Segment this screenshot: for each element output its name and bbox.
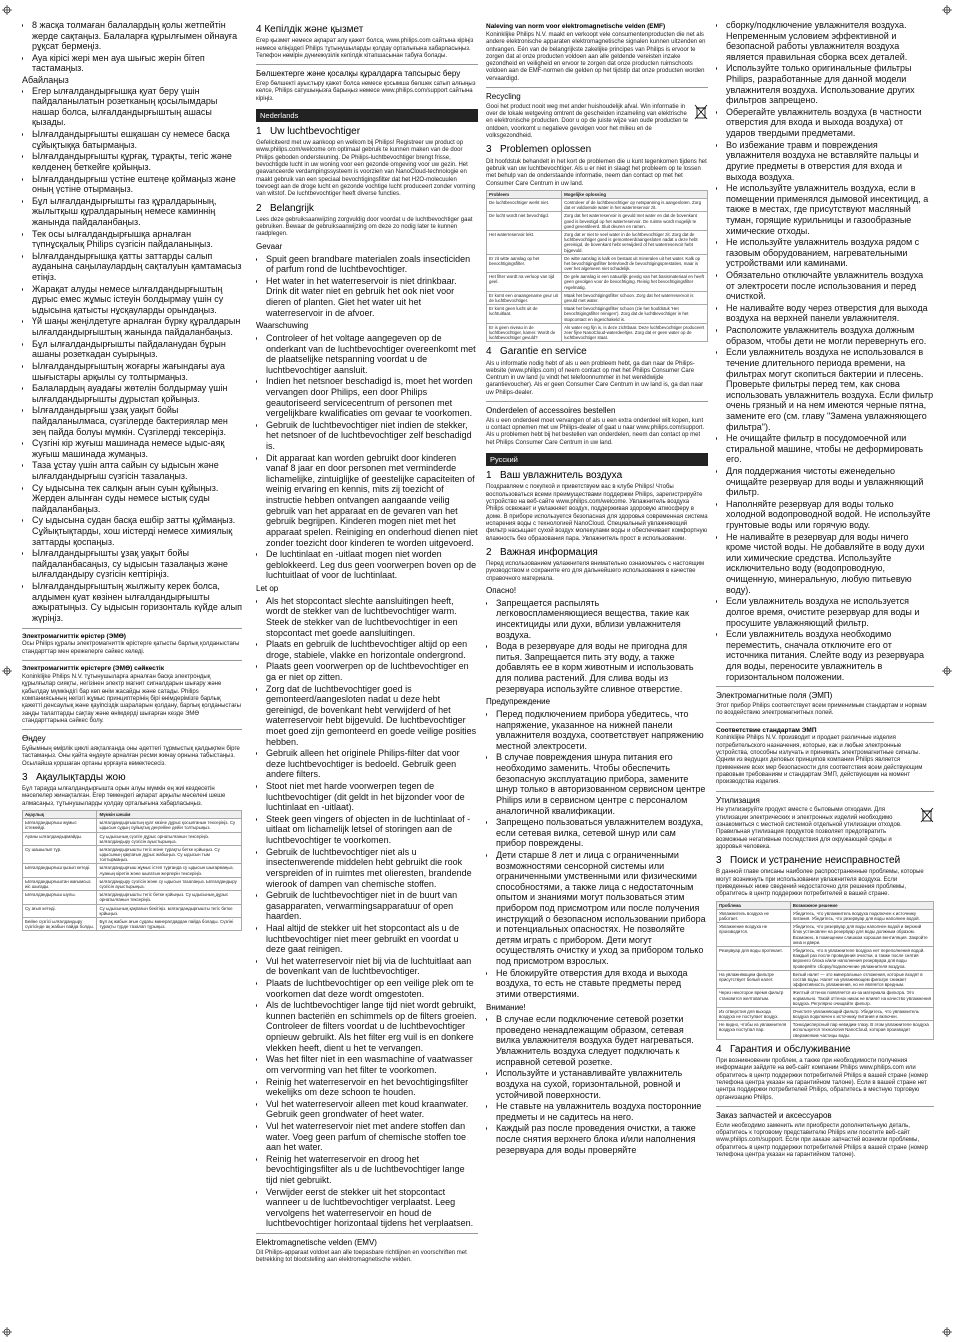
kazakh-warranty-heading: 4 Кепілдік және қызмет — [256, 24, 364, 35]
section-title: Uw luchtbevochtiger — [270, 125, 361, 137]
table-cell-solution: Убедитесь, что увлажнитель воздуха подключен к источнику питания. Убедитесь, что резервуар для воды наполнен водой. — [790, 909, 933, 922]
language-banner-russian: Русский — [486, 453, 708, 466]
list-item: • Gebruik alleen het originele Philips-filter dat voor deze luchtbevochtiger is bedoeld. Gebruik geen andere filters. — [266, 748, 478, 780]
table-cell-problem: Ылғалдандырғыш қызып кетеді. — [23, 864, 97, 877]
section-title: Ақаулықтарды жою — [36, 771, 126, 783]
list-item: • Үй шаңы жеңілдетуге арналған бүрку құралдарын ылғалдандырғыштың жанында пайдаланбаңыз. — [32, 316, 242, 337]
table-cell-problem: Бейне сүзгісі ылғалдандыру сүзгісінде ақ жабын пайда болды. — [23, 917, 97, 930]
kazakh-caution-list — [22, 86, 242, 624]
dutch-caution-heading: Let op — [256, 583, 279, 593]
dutch-warranty-heading — [486, 346, 708, 358]
dutch-recycling-text: Gooi het product nooit weg met ander huishoudelijk afval. Win informatie in over de lokale wetgeving omtrent de gescheiden inzameling van elektrische en elektronische producten. Door u op de juiste wijze van oude producten te ontdoen, voorkomt u negatieve gevolgen voor het milieu en de volksgezondheid. — [486, 103, 689, 140]
table-header: Проблема — [717, 901, 791, 909]
dutch-parts-text: Als u een onderdeel moet vervangen of als u een extra onderdeel wilt kopen, kunt u contact opnemen met uw Philips-dealer of gaat u naar www.philips.com/support. Als u problemen hebt bij het bestellen van onderdelen, neem dan contact op met het Philips Consumer Care Centrum in uw land. — [486, 417, 705, 446]
list-item: • Бұл ылғалдандырғышты газ құралдарының, жылытқыш құралдарының немесе каминнің жанында пайдаланбаңыз. — [32, 196, 242, 228]
dutch-danger-heading: Gevaar — [256, 241, 283, 251]
table-row — [487, 254, 708, 273]
russian-emf-compliance-heading: Соответствие стандартам ЭМП — [716, 726, 817, 734]
list-item: • Балалардың ауадағы жөтелін болдырмау үшін ылғалдандырғышты дұрыстап қойыңыз. — [32, 383, 242, 404]
dutch-intro-text: Gefeliciteerd met uw aankoop en welkom bij Philips! Registreer uw product op www.philips.com/welcome om optimaal gebruik te kunnen maken van de door Philips geboden ondersteuning. De Philips-luchtbevochtiger brengt frisse, bevochtigde lucht in uw woning voor een gezonde omgeving voor uw gezin. Het geavanceerde verdampingssysteem is voorzien van NanoCloud-technologie en maakt gebruik van een speciaal bevochtigingsfilter dat het H2O-molecuulen toevoegt aan de droge lucht en gezonde vochtige lucht produceert zonder vorming van witstof. De luchtbevochtiger heeft diverse functies. — [256, 140, 476, 198]
list-item: • Если увлажнитель воздуха необходимо переместить, сначала отключите его от источника питания. Слейте воду из резервуара для воды, переносите увлажнитель в горизонтальном положении. — [726, 629, 934, 682]
list-item: • Als het stopcontact slechte aansluitingen heeft, wordt de stekker van de luchtbevochtiger warm. Steek de stekker van de luchtbevochtiger in een stopcontact met goede aansluitingen. — [266, 596, 478, 638]
divider — [716, 791, 934, 792]
table-row — [487, 291, 708, 304]
section-title: Belangrijk — [270, 202, 314, 214]
table-header: Возможное решение — [790, 901, 933, 909]
list-item: • Используйте только оригинальные фильтры Philips, разработанные для данной модели увлажнителя воздуха. Использование других фильтров запрещено. — [726, 63, 934, 105]
table-cell-problem: Ылғалдандырғыш шулы. — [23, 891, 97, 904]
list-item: • Ылғалдандырғышты ешқашан су немесе басқа сұйықтыққа батырмаңыз. — [32, 129, 242, 150]
kazakh-caution-heading: Абайлаңыз — [22, 75, 69, 86]
list-item: • Не ставьте на увлажнитель воздуха посторонние предметы и не садитесь на него. — [496, 1101, 708, 1122]
column-russian — [716, 20, 934, 1322]
divider — [256, 64, 478, 65]
kazakh-emf-compliance-text: Koninklijke Philips N.V. тұтынушыларға арналған басқа электрондық құрылғылар сияқты, негізінен электр магнит сигналдарын шығару және қабылдау мүмкіндігі бар көп өнім жасайды және сатады. Philips компаниясының негізгі жұмыс принциптерінің бірі өнімдерімізге барлық қажетті денсаулық және қауіпсіздік шараларын қолдану, барлық қолданыстағы заңды талаптарды сақтау және өнімдерді шығарған кезде ЭМӨ стандарттарына сәйкес болу. — [22, 673, 241, 724]
russian-warning-list — [486, 709, 708, 999]
list-item: • Перед подключением прибора убедитесь, что напряжение, указанное на нижней панели увлажнителя воздуха, соответствует напряжению местной электросети. — [496, 709, 708, 751]
list-item: • Оберегайте увлажнитель воздуха (в частности отверстия для входа и выхода воздуха) от ударов твердыми предметами. — [726, 107, 934, 139]
table-row — [487, 273, 708, 292]
kazakh-disposal-heading: Өңдеу — [22, 734, 46, 744]
table-cell-solution: Убедитесь, что в увлажнителе воздуха нет переполнения водой. Каждый раз после проведения очистки, а также после снятия верхнего блока и/или наполнения резервуара для воды проверяйте сборку/подключение увлажнителя воздуха. — [790, 947, 933, 971]
registration-mark-icon — [2, 1324, 12, 1334]
table-cell-solution: Белый налет — это минеральные отложения, которые входят в состав воды. Налет на увлажняющем фильтре снижает эффективность увлажнения, но не является вредным. — [790, 970, 933, 989]
russian-important-heading — [486, 547, 708, 559]
divider — [716, 722, 934, 723]
list-item: • Су ыдысына судан басқа ешбір затты құймаңыз. Сұйықтықтарды, хош иістерді немесе химиялық заттарды қоспаңыз. — [32, 515, 242, 547]
list-item: • Жарақат алуды немесе ылғалдандырғыштың дұрыс емес жұмыс істеуін болдырмау үшін су ыдысына қатысты нұсқауларды орындаңыз. — [32, 284, 242, 316]
kazakh-emf-text: Осы Philips құралы электромагниттік өрістерге қатысты барлық қолданыстағы стандарттар мен ережелерге сәйкес келеді. — [22, 641, 240, 655]
table-cell-problem: Су ағып кетеді. — [23, 904, 97, 917]
section-number: 3 — [486, 144, 492, 156]
russian-parts-text: Если необходимо заменить или приобрести дополнительную деталь, обратитесь к торговому представителю Philips или посетите веб-сайт www.philips.com/support. Если при заказе запчастей возникли проблемы, обратитесь в центр поддержки потребителей Philips в вашей стране (номер телефона центра указан на гарантийном талоне). — [716, 1122, 928, 1158]
list-item: • Reinig het waterreservoir en droog het bevochtigingsfilter als u de luchtbevochtiger lange tijd niet gebruikt. — [266, 1154, 478, 1186]
table-cell-solution: De witte aanslag is kalk en bestaat uit mineralen uit het water. Kalk op het bevochtigingsfilter beïnvloedt de bevochtigingsprestaties, maar is over het algemeen niet schadelijk. — [562, 254, 708, 273]
russian-trouble-text: В данной главе описаны наиболее распространенные проблемы, которые могут возникнуть при использовании увлажнителя воздуха. Если приведенных ниже сведений недостаточно для решения проблемы, обратитесь в центр поддержки потребителей в вашей стране. — [716, 869, 924, 898]
table-row — [487, 199, 708, 212]
list-item: • Gebruik de luchtbevochtiger niet in de buurt van gasapparaten, verwarmingsapparatuur of open haarden. — [266, 890, 478, 922]
list-item: • Plaats en gebruik de luchtbevochtiger altijd op een droge, stabiele, vlakke en horizontale ondergrond. — [266, 639, 478, 660]
registration-mark-icon — [942, 1324, 952, 1334]
table-row — [717, 923, 934, 947]
kazakh-parts-text: Егер бөлшекті ауыстыру қажет болса немесе қосымша бөлшек сатып алғыңыз келсе, Philips сатушыңызға барыңыз немесе www.philips.com/support сайтына кіріңіз. — [256, 80, 476, 102]
list-item: • Обязательно отключайте увлажнитель воздуха от электросети после использования и перед очисткой. — [726, 270, 934, 302]
russian-danger-heading: Опасно! — [486, 586, 517, 596]
table-cell-problem: Er komt een onaangename geur uit de luchtbevochtiger. — [487, 291, 562, 304]
table-cell-problem: Су шашылып тұр. — [23, 845, 97, 864]
list-item: • Het water in het waterreservoir is niet drinkbaar. Drink dit water niet en gebruik het ook niet voor dieren of planten. Giet het water uit het waterreservoir in de afvoer. — [266, 276, 478, 318]
russian-disposal-text: Не утилизируйте продукт вместе с бытовыми отходами. Для утилизации электрических и электронных изделий необходимо ознакомиться с местной системой отдельной утилизации отходов. Правильная утилизация продуктов позволяет предотвратить возможные негативные последствия для окружающей среды и здоровья человека. — [716, 807, 902, 850]
russian-important-text: Перед использованием увлажнителя внимательно ознакомьтесь с настоящим руководством и сохраните его для дальнейшего использования в качестве справочного материала. — [486, 561, 705, 582]
list-item: • Во избежание травм и повреждения увлажнителя воздуха не вставляйте пальцы и другие предметы в отверстия для входа и выхода воздуха. — [726, 140, 934, 182]
table-cell-solution: Су ыдысының сүзгіге дұрыс орнатылғанын тексеріңіз. Ылғалдандыру сүзгісін ауыстырыңыз. — [97, 832, 242, 845]
list-item: • сборку/подключение увлажнителя воздуха. Непременным условием эффективной и безопасной работы увлажнителя воздуха является правильная сборка всех деталей. — [726, 20, 934, 62]
dutch-caution-list — [256, 596, 478, 1229]
kazakh-troubleshoot-text: Бұл тарауда ылғалдандырғышта орын алуы мүмкін ең жиі кездесетін мәселелер жинақталған. Егер төмендегі ақпарат арқылы мәселені шеше алмасаңыз, тұтынушыларды қолдау орталығына хабарласыңыз. — [22, 786, 226, 807]
list-item: • В случае если подключение сетевой розетки проведено ненадлежащим образом, сетевая вилка увлажнителя воздуха будет нагреваться. Увлажнитель воздуха следует подключать к исправной сетевой розетке. — [496, 1014, 708, 1067]
section-number: 2 — [486, 546, 492, 558]
list-item: • Не наливайте в резервуар для воды ничего кроме чистой воды. Не добавляйте в воду духи или химические средства. Используйте исключительно воду (водопроводную, очищенную, минеральную, любую питьевую воду). — [726, 532, 934, 596]
table-row — [717, 909, 934, 922]
list-item: • Haal altijd de stekker uit het stopcontact als u de luchtbevochtiger niet meer gebruikt en voordat u deze gaat reinigen. — [266, 923, 478, 955]
list-item: • Ылғалдандырғышты құрғақ, тұрақты, тегіс және көлденең беткейге қойыңыз. — [32, 151, 242, 172]
table-cell-problem: Увлажнение воздуха не производится. — [717, 923, 791, 947]
dutch-important-heading — [256, 203, 478, 215]
list-item: • Dit apparaat kan worden gebruikt door kinderen vanaf 8 jaar en door personen met verminderde lichamelijke, zintuiglijke of geestelijke capaciteiten of weinig ervaring en kennis, mits zij toezicht of instructie hebben ontvangen aangaande veilig gebruik van het apparaat en de gevaren van het gebruik begrijpen. Kinderen mogen niet met het apparaat spelen. Reiniging en onderhoud dienen niet zonder toezicht door kinderen te worden uitgevoerd. — [266, 453, 478, 548]
divider — [22, 660, 242, 661]
table-cell-solution: Als water erg fijn is, is deze zichtbaar. Deze luchtbevochtiger produceert zeer fijne NanoCloud-waterdeeltjes. Zorg dat er geen water op de luchtbevochtiger staat. — [562, 323, 708, 342]
table-row — [487, 305, 708, 324]
list-item: • 8 жасқа толмаған балалардың қолы жетпейтін жерде сақтаңыз. Балаларға құрылғымен ойнауға рұқсат бермеңіз. — [32, 20, 242, 52]
table-cell-solution: Controleer of de luchtbevochtiger op netspanning is aangesloten. Zorg dat er voldoende water in het waterreservoir zit. — [562, 199, 708, 212]
divider — [716, 686, 934, 687]
list-item: • Spuit geen brandbare materialen zoals insecticiden of parfum rond de luchtbevochtiger. — [266, 254, 478, 275]
dutch-intro-heading — [256, 126, 478, 138]
list-item: • De luchtinlaat en -uitlaat mogen niet worden geblokkeerd. Leg dus geen voorwerpen boven op de luchtuitlaat of voor de luchtinlaat. — [266, 549, 478, 581]
table-row — [487, 230, 708, 254]
russian-emf-heading: Электромагнитные поля (ЭМП) — [716, 691, 833, 701]
dutch-warning-heading: Waarschuwing — [256, 321, 309, 331]
table-row — [23, 877, 242, 890]
list-item: • Indien het netsnoer beschadigd is, moet het worden vervangen door Philips, een door Philips geautoriseerd servicecentrum of personen met vergelijkbare kwalificaties om gevaar te voorkomen. — [266, 376, 478, 418]
list-item: • Verwijder eerst de stekker uit het stopcontact wanneer u de luchtbevochtiger verplaatst. Leeg vervolgens het waterreservoir en houd de luchtbevochtiger horizontaal tijdens het verplaatsen. — [266, 1187, 478, 1229]
table-row — [23, 864, 242, 877]
list-item: • Наполняйте резервуар для воды только холодной водопроводной водой. Не используйте грунтовые воды или горячую воду. — [726, 499, 934, 531]
list-item: • Steek geen vingers of objecten in de luchtinlaat of -uitlaat om lichamelijk letsel of storingen aan de luchtbevochtiger te voorkomen. — [266, 814, 478, 846]
list-item: • Vul het waterreservoir alleen met koud kraanwater. Gebruik geen grondwater of heet water. — [266, 1099, 478, 1120]
list-item: • В случае повреждения шнура питания его необходимо заменить. Чтобы обеспечить безопасную эксплуатацию прибора, замените шнур только в авторизованном сервисном центре Philips или в сервисном центре с персоналом аналогичной квалификации. — [496, 752, 708, 816]
section-title: Гарантия и обслуживание — [730, 1043, 851, 1055]
list-item: • Егер ылғалдандырғышқа қуат беру үшін пайдаланылатын розетканың қосылымдары нашар болса, ылғалдандырғыштың ашасы қызады. — [32, 86, 242, 128]
russian-emf-compliance-text: Koninklijke Philips N.V. производит и продает различные изделия потребительского назначения, которые, как и любые электронные устройства, способны излучать и принимать электромагнитные сигналы. Одним из ведущих деловых принципов компании Philips является применение всех мер безопасности для соответствия всем действующим правовым требованиям и стандартам ЭМП, действующим на момент производства изделия. — [716, 735, 923, 786]
table-cell-problem: Из отверстия для выхода воздуха не поступает воздух. — [717, 1007, 791, 1020]
divider — [256, 1233, 478, 1234]
russian-parts-heading: Заказ запчастей и аксессуаров — [716, 1110, 832, 1120]
russian-danger-list — [486, 598, 708, 694]
table-cell-solution: Очистите увлажняющий фильтр. Убедитесь, что увлажнитель воздуха подключен к источнику питания и включен. — [790, 1007, 933, 1020]
dutch-emf-compliance-text: Koninklijke Philips N.V. maakt en verkoopt vele consumentenproducten die net als andere elektronische apparaten elektromagnetische signalen kunnen uitzenden en ontvangen. Eén van de belangrijkste zakelijke principes van Philips is ervoor te zorgen dat al onze producten voldoen aan alle geldende vereisten inzake gezondheid en veiligheid en ervoor te zorgen dat onze producten ruimschoots voldoen aan de EMF-normen die gelden op het tijdstip dat onze producten worden vervaardigd. — [486, 31, 706, 82]
column-dutch-russian — [486, 20, 708, 1322]
section-title: Поиск и устранение неисправностей — [730, 855, 901, 867]
list-item: • Controleer of het voltage aangegeven op de onderkant van de luchtbevochtiger overeenkomt met de plaatselijke netspanning voordat u de luchtbevochtiger aansluit. — [266, 333, 478, 375]
section-number: 1 — [486, 470, 492, 482]
section-number: 4 — [716, 1043, 722, 1055]
russian-trouble-table — [716, 901, 934, 1040]
russian-disposal-heading: Утилизация — [716, 795, 760, 805]
list-item: • Vul het waterreservoir niet bij via de luchtuitlaat aan de bovenkant van de luchtbevochtiger. — [266, 956, 478, 977]
list-item: • Запрещается распылять легковоспламеняющиеся вещества, такие как инсектициды или духи, вблизи увлажнителя воздуха. — [496, 598, 708, 640]
russian-intro-text: Поздравляем с покупкой и приветствуем вас в клубе Philips! Чтобы воспользоваться всеми преимуществами поддержки Philips, зарегистрируйте устройство на веб-сайте www.philips.com/welcome. Увлажнитель воздуха Philips освежает и увлажняет воздух, поддерживая здоровую атмосферу в доме. В приборе используется безопасная для здоровья современная система испарения воды с технологией NanoCloud. Специальный увлажняющий фильтр насыщает сухой воздух молекулами воды и обеспечивает комфортную влажность без образования пара. Увлажнитель прост в использовании. — [486, 484, 708, 542]
section-title: Ваш увлажнитель воздуха — [500, 470, 623, 482]
table-cell-problem: Ауаны ылғалдандырмайды. — [23, 832, 97, 845]
russian-caution-list — [486, 1014, 708, 1155]
kazakh-warranty-text: Егер қызмет немесе ақпарат алу қажет болса, www.philips.com сайтына кіріңіз немесе еліңіздегі Philips тұтынушыларды қолдау орталығына хабарласыңыз. Телефон нөмірін дүниежүзілік кепілдік кітапшасынан табуға болады. — [256, 38, 474, 59]
table-row — [487, 212, 708, 231]
list-item: • Ылғалдандырғыш үстіне ештеңе қоймаңыз және оның үстіне отырмаңыз. — [32, 174, 242, 195]
table-cell-solution: Zorg dat het waterreservoir is gevuld met water en dat de bovenkant goed is bevestigd op het waterreservoir. De ruimte wordt mogelijk te goed geventileerd. Sluit deuren en ramen. — [562, 212, 708, 231]
list-item: • Не наливайте воду через отверстия для выхода воздуха на верхней панели увлажнителя. — [726, 303, 934, 324]
list-item: • Если увлажнитель воздуха не использовался в течение длительного периода времени, на фильтрах могут скопиться бактерии и плесень. Проверьте фильтры перед тем, как снова использовать увлажнитель воздуха. Если фильтр очень грязный и на нем имеются черные пятна, замените его (см. главу "Замена увлажняющего фильтра"). — [726, 347, 934, 432]
table-cell-solution: Бұл ақ жабын ағын судағы минералдардан пайда болады. Сүзгіні тұрақты түрде тазалап тұрыңыз. — [97, 917, 242, 930]
table-cell-solution: De gele aanslag is een natuurlijk gevolg van het basismateriaal en heeft geen gevolgen voor de bevochtiging. Reinig het bevochtigingsfilter regelmatig. — [562, 273, 708, 292]
list-item: • Запрещено пользоваться увлажнителем воздуха, если сетевая вилка, сетевой шнур или сам прибор повреждены. — [496, 817, 708, 849]
section-number: 1 — [256, 125, 262, 137]
list-item: • Ылғалдандырғыштың жылжыту керек болса, алдымен қуат көзінен ылғалдандырғышты ажыратыңыз. Су ыдысын горизонталь күйде алып жүріңіз. — [32, 581, 242, 623]
table-row — [487, 323, 708, 342]
table-header: Ақаулық — [23, 810, 97, 818]
kazakh-parts-heading: Бөлшектерге және қосалқы құралдарға тапсырыс беру — [256, 69, 461, 79]
table-cell-problem: Через некоторое время фильтр становится желтоватым. — [717, 989, 791, 1008]
table-cell-solution: Zorg dat er niet te veel water in de luchtbevochtiger zit. Zorg dat de luchtbevochtiger goed is gemonteerd/aangesloten nadat u deze hebt gereinigd, de bovenkant hebt verwijderd of het waterreservoir hebt bijgevuld. — [562, 230, 708, 254]
list-item: • Каждый раз после проведения очистки, а также после снятия верхнего блока и/или наполнения резервуара для воды проверяйте — [496, 1123, 708, 1155]
table-row — [717, 989, 934, 1008]
dutch-emf-text: Dit Philips-apparaat voldoet aan alle toepasbare richtlijnen en voorschriften met betrekking tot blootstelling aan elektromagnetische velden. — [256, 1249, 467, 1264]
table-cell-problem: Er zit witte aanslag op het bevochtigingsfilter. — [487, 254, 562, 273]
table-cell-solution: Тонкодисперсный пар невидим глазу. В этом увлажнителе воздуха используется технология NanoCloud, которая производит сверхмелкие частицы воды. — [790, 1021, 933, 1040]
list-item: • Ылғалдандырғышты ұзақ уақыт бойы пайдаланбасаңыз, су ыдысын тазалаңыз және ылғалдандыру сүзгісін кептіріңіз. — [32, 548, 242, 580]
russian-warranty-heading — [716, 1044, 934, 1056]
table-cell-solution: Maak het bevochtigingsfilter schoon (zie het hoofdstuk 'Het bevochtigingsfilter reinigen'). Zorg dat de luchtbevochtiger in het stopcontact en ingeschakeld is. — [562, 305, 708, 324]
list-item: • Для поддержания чистоты еженедельно очищайте резервуар для воды и увлажняющий фильтр. — [726, 466, 934, 498]
divider — [22, 729, 242, 730]
table-cell-problem: Het filter wordt na verloop van tijd geel. — [487, 273, 562, 292]
dutch-parts-heading: Onderdelen of accessoires bestellen — [486, 406, 616, 416]
list-item: • Дети старше 8 лет и лица с ограниченными возможностями сенсорной системы или ограниченными умственными или физическими способностями, а также лица с недостаточным опытом и знаниями могут пользоваться этим прибором под присмотром или после получения инструкций о безопасном использовании прибора и потенциальных опасностях. Не позволяйте детям играть с прибором. Дети могут осуществлять очистку и уход за прибором только под присмотром взрослых. — [496, 850, 708, 967]
kazakh-disposal-text: Бұйымның өмірлік циклі аяқталғанда оны әдеттегі тұрмыстық қалдықпен бірге тастамаңыз. Оны қайта өңдеуге арналған ресми жинау орнына табыстаңыз. Осылайша қоршаған ортаны қорғауға көмектесесіз. — [22, 745, 240, 767]
list-item: • Reinig het waterreservoir en het bevochtigingsfilter wekelijks om deze schoon te houden. — [266, 1077, 478, 1098]
dutch-important-text: Lees deze gebruiksaanwijzing zorgvuldig door voordat u de luchtbevochtiger gaat gebruiken. Bewaar de gebruiksaanwijzing om deze zo nodig later te kunnen raadplegen. — [256, 216, 473, 238]
table-cell-solution: Ылғалдандырғыш жұмыс істеп тұрғанда су ыдысын шығармаңыз. Ауаның кіретін және шығатын жерлерін тексеріңіз. — [97, 864, 242, 877]
list-item: • Если увлажнитель воздуха не используется долгое время, очистите резервуар для воды и просушите увлажняющий фильтр. — [726, 596, 934, 628]
table-header: Mogelijke oplossing — [562, 190, 708, 198]
registration-mark-icon — [942, 663, 952, 673]
russian-intro-heading — [486, 470, 708, 482]
table-cell-solution: Желтый оттенок появляется из-за материала фильтра. Это нормально. Такой оттенок никак не влияет на качество увлажнения воздуха. Регулярно очищайте фильтр. — [790, 989, 933, 1008]
registration-mark-icon — [2, 2, 12, 12]
table-row — [23, 917, 242, 930]
list-item: • Не используйте увлажнитель воздуха, если в помещении применялся дымовой инсектицид, а также в местах, где присутствуют масляный туман, горящие курильницы и газообразные химические отходы. — [726, 183, 934, 236]
divider — [716, 1106, 934, 1107]
section-number: 3 — [22, 771, 28, 783]
table-row — [23, 904, 242, 917]
list-item: • Расположите увлажнитель воздуха должным образом, чтобы дети не могли перевернуть его. — [726, 325, 934, 346]
kazakh-emf-heading: Электромагниттік өрістер (ЭМӨ) — [22, 632, 126, 640]
section-number: 2 — [256, 202, 262, 214]
dutch-recycling-heading: Recycling — [486, 92, 521, 102]
table-row — [717, 947, 934, 971]
dutch-warning-list — [256, 333, 478, 581]
dutch-emf-heading: Elektromagnetische velden (EMV) — [256, 1238, 377, 1248]
section-title: Garantie en service — [500, 346, 587, 358]
list-item: • Вода в резервуаре для воды не пригодна для питья. Запрещается пить эту воду, а также добавлять ее в корм животным и использовать для полива растений. Для слива воды из резервуара используйте сливное отверстие. — [496, 641, 708, 694]
table-cell-solution: Ылғалдандырғыштың қуат көзіне дұрыс қосылғанын тексеріңіз. Су ыдысын судың сұйықтық деңгейіне дейін толтырыңыз. — [97, 819, 242, 832]
table-cell-problem: Er is geen niveau in de luchtbevochtiger, kamer. Wordt de luchtbevochtiger gevuld? — [487, 323, 562, 342]
russian-disposal-block — [716, 807, 934, 851]
list-item: • Бұл ылғалдандырғышты пайдаланудан бұрын ашаны розеткадан суырыңыз. — [32, 339, 242, 360]
table-cell-problem: Увлажнитель воздуха не работает. — [717, 909, 791, 922]
table-cell-problem: Er komt geen lucht uit de luchtuitlaat. — [487, 305, 562, 324]
table-header: Probleem — [487, 190, 562, 198]
table-cell-problem: На увлажняющем фильтре присутствует белый налет. — [717, 970, 791, 989]
kazakh-troubleshoot-table — [22, 810, 242, 931]
table-cell-solution: Maak het bevochtigingsfilter schoon. Zorg dat het waterreservoir is gevuld met water. — [562, 291, 708, 304]
table-row — [23, 845, 242, 864]
list-item: • Ауа кірісі жері мен ауа шығыс жерін бітеп тастамаңыз. — [32, 53, 242, 74]
table-row — [23, 832, 242, 845]
dutch-warranty-text: Als u informatie nodig hebt of als u een probleem hebt, ga dan naar de Philips-website (www.philips.com) of neem contact op met het Philips Consumer Care Centrum in uw land (u vindt het telefoonnummer in het wereldwijde garantievoucher). Als er geen Consumer Care Centrum in uw land is, ga dan naar uw Philips-dealer. — [486, 360, 704, 396]
list-item: • Gebruik de luchtbevochtiger niet als u insectenwerende middelen hebt gebruikt die rook verspreiden of in ruimtes met olieresten, brandende wierook of dampen van chemische stoffen. — [266, 847, 478, 889]
kazakh-intro-list — [22, 20, 242, 74]
list-item: • Plaats geen voorwerpen op de luchtbevochtiger en ga er niet op zitten. — [266, 661, 478, 682]
table-cell-problem: Резервуар для воды протекает. — [717, 947, 791, 971]
table-cell-problem: De lucht wordt niet bevochtigd. — [487, 212, 562, 231]
table-cell-solution: Ылғалдандырғышты тегіс бетке қойыңыз. Су ыдысының дұрыс орнатылғанын тексеріңіз. — [97, 891, 242, 904]
crossed-bin-icon — [694, 104, 708, 123]
table-row — [23, 819, 242, 832]
column-dutch — [256, 20, 478, 1322]
section-title: Problemen oplossen — [500, 144, 592, 156]
dutch-problem-table — [486, 190, 708, 343]
russian-warning-heading: Предупреждение — [486, 697, 551, 707]
list-item: • Не используйте увлажнитель воздуха рядом с газовым оборудованием, нагревательными устройствами или каминами. — [726, 237, 934, 269]
section-title: Важная информация — [500, 546, 598, 558]
divider — [486, 87, 708, 88]
table-cell-problem: Не видно, чтобы из увлажнителя воздуха поступал пар. — [717, 1021, 791, 1040]
registration-mark-icon — [2, 663, 12, 673]
dutch-problem-heading — [486, 144, 708, 156]
russian-caution-heading: Внимание! — [486, 1002, 526, 1012]
table-cell-solution: Убедитесь, что резервуар для воды наполнен водой и верхний блок установлен на резервуар для воды должным образом. Возможно, в помещении слишком хорошая вентиляция. Закройте окна и двери. — [790, 923, 933, 947]
table-cell-problem: Ылғалдандырғыштан жағымсыз иіс шығады. — [23, 877, 97, 890]
table-cell-problem: De luchtbevochtiger werkt niet. — [487, 199, 562, 212]
list-item: • Was het filter niet in een wasmachine of vaatwasser om vervorming van het filter te voorkomen. — [266, 1054, 478, 1075]
kazakh-emf-compliance-heading: Электромагниттік өрістерге (ЭМӨ) сәйкестік — [22, 665, 164, 673]
registration-mark-icon — [942, 2, 952, 12]
language-banner-dutch: Nederlands — [256, 109, 478, 122]
russian-emf-text: Этот прибор Philips соответствует всем применимым стандартам и нормам по воздействию электромагнитных полей. — [716, 702, 927, 717]
list-item: • Используйте и устанавливайте увлажнитель воздуха на сухой, горизонтальной, ровной и устойчивой поверхности. — [496, 1068, 708, 1100]
list-item: • Сүзгіні кір жуғыш машинада немесе ыдыс-аяқ жуғыш машинада жумаңыз. — [32, 438, 242, 459]
dutch-emf-compliance-heading: Naleving van norm voor elektromagnetische velden (EMF) — [486, 23, 666, 30]
table-header: Мүмкін шешім — [97, 810, 242, 818]
table-cell-solution: Ылғалдандырғышты тегіс және тұрақты бетке қойыңыз. Су ыдысының қақпағын дұрыс жабыңыз. Су ыдысын тым толтырмаңыз. — [97, 845, 242, 864]
table-row — [717, 1007, 934, 1020]
list-item: • Таза ұстау үшін апта сайын су ыдысын және ылғалдандырғыш сүзгісін тазалаңыз. — [32, 460, 242, 481]
table-row — [23, 891, 242, 904]
list-item: • Не очищайте фильтр в посудомоечной или стиральной машине, чтобы не деформировать его. — [726, 433, 934, 465]
list-item: • Zorg dat de luchtbevochtiger goed is gemonteerd/aangesloten nadat u deze hebt gereinigd, de bovenkant hebt verwijderd of het waterreservoir hebt bijgevuld. De luchtbevochtiger moet goed zijn gemonteerd en goede veilige posities hebben. — [266, 684, 478, 748]
table-row — [717, 1021, 934, 1040]
divider — [486, 401, 708, 402]
divider — [22, 628, 242, 629]
list-item: • Gebruik de luchtbevochtiger niet indien de stekker, het netsnoer of de luchtbevochtiger zelf beschadigd is. — [266, 420, 478, 452]
table-cell-solution: Су ыдысының қақпағын бекітіңіз. Ылғалдандырғышты тегіс бетке қойыңыз. — [97, 904, 242, 917]
dutch-danger-list — [256, 254, 478, 319]
list-item: • Plaats de luchtbevochtiger op een veilige plek om te voorkomen dat deze wordt omgestoten. — [266, 978, 478, 999]
russian-caution-list-cont — [716, 20, 934, 682]
table-row — [717, 970, 934, 989]
dutch-recycling-block — [486, 104, 708, 141]
list-item: • Als de luchtbevochtiger lange tijd niet wordt gebruikt, kunnen bacteriën en schimmels op de filters groeien. Controleer de filters voordat u de luchtbevochtiger opnieuw gebruikt. Als het filter erg vuil is en donkere vlekken heeft, dient u het te vervangen. — [266, 1000, 478, 1053]
section-number: 4 — [486, 346, 492, 358]
table-cell-problem: Ылғалдандырғыш жұмыс істемейді. — [23, 819, 97, 832]
list-item: • Су ыдысына тек салқын ағын суын құйыңыз. Жерден алынған суды немесе ыстық суды пайдаланбаңыз. — [32, 483, 242, 515]
list-item: • Ылғалдандырғыш ұзақ уақыт бойы пайдаланылмаса, сүзгілерде бактериялар мен зең пайда болуы мүмкін. Сүзгілерді тексеріңіз. — [32, 405, 242, 437]
list-item: • Vul het waterreservoir niet met andere stoffen dan water. Voeg geen parfum of chemische stoffen toe aan het water. — [266, 1121, 478, 1153]
list-item: • Тек осы ылғалдандырғышқа арналған түпнұсқалық Philips сүзгісін пайдаланыңыз. — [32, 229, 242, 250]
column-kazakh — [22, 20, 242, 1322]
dutch-problem-text: Dit hoofdstuk behandelt in het kort de problemen die u kunt tegenkomen tijdens het gebruik van uw luchtbevochtiger. Als u er niet in slaagt het probleem op te lossen met behulp van de onderstaande informatie, neem dan contact op met het Consumer Care Centrum in uw land. — [486, 158, 707, 187]
russian-warranty-text: При возникновении проблем, а также при необходимости получения информации зайдите на веб-сайт компании Philips www.philips.com или обратитесь в центр поддержки потребителей Philips в вашей стране (номер телефона центра указан на гарантийном талоне). Если в вашей стране нет центра поддержки потребителей Philips, обратитесь в местную торговую организацию Philips. — [716, 1058, 928, 1101]
table-cell-solution: Ылғалдандыру сүзгісін және су ыдысын тазалаңыз. Ылғалдандыру сүзгісін ауыстырыңыз. — [97, 877, 242, 890]
crossed-bin-icon — [920, 807, 934, 826]
list-item: • Stoot niet met harde voorwerpen tegen de luchtbevochtiger (dit geldt in het bijzonder voor de luchtinlaat en -uitlaat). — [266, 781, 478, 813]
section-number: 3 — [716, 855, 722, 867]
list-item: • Ылғалдандырғышқа қатты заттарды салып ауданына саңылаулардың сақталуын қамтамасыз етіңіз. — [32, 251, 242, 283]
russian-trouble-heading — [716, 855, 934, 867]
list-item: • Ылғалдандырғыштың жоғарғы жағындағы ауа шығыстары арқылы су толтырмаңыз. — [32, 361, 242, 382]
kazakh-troubleshoot-heading — [22, 772, 242, 784]
list-item: • Не блокируйте отверстия для входа и выхода воздуха, то есть не ставьте предметы перед этими отверстиями. — [496, 968, 708, 1000]
table-cell-problem: Het waterreservoir lekt. — [487, 230, 562, 254]
